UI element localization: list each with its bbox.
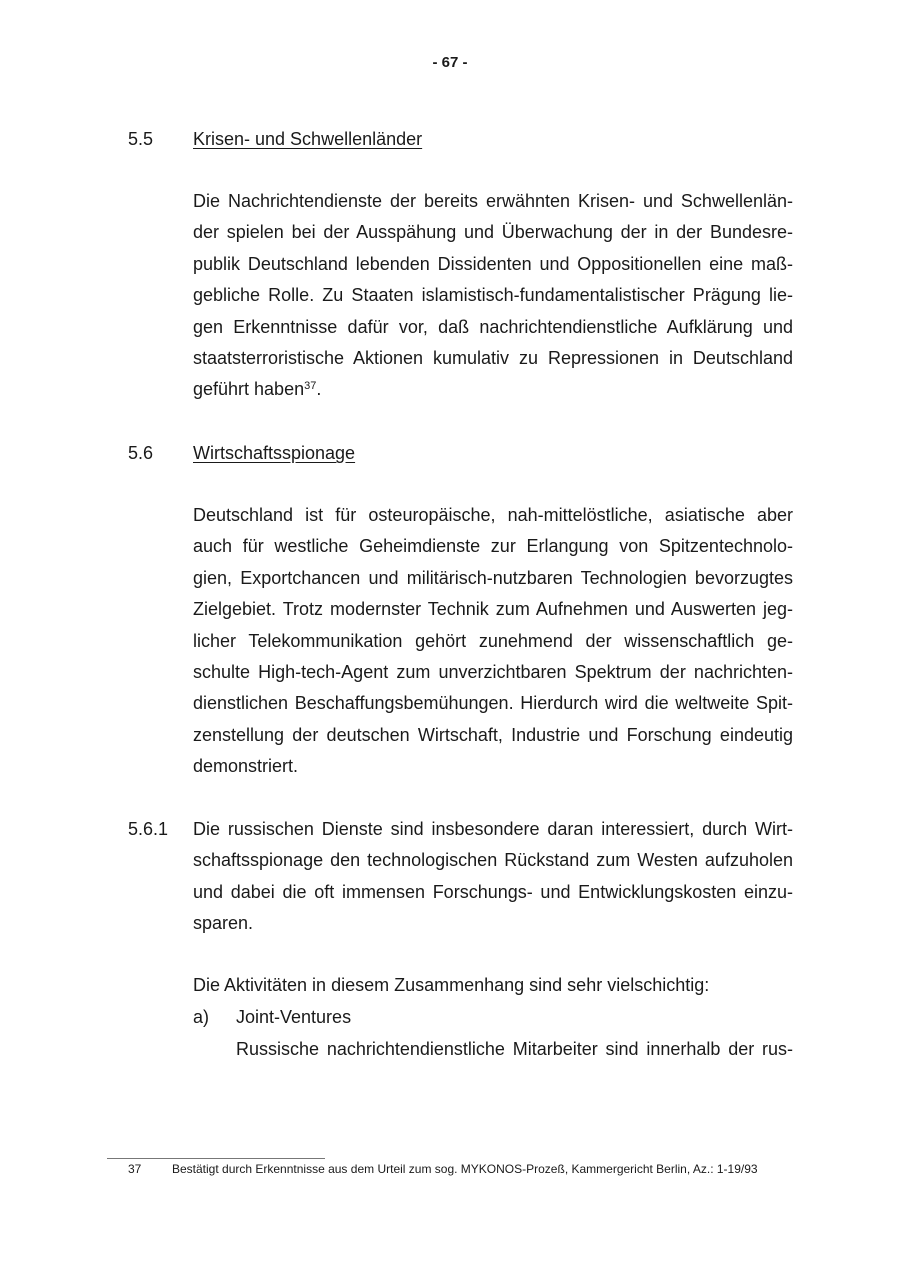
text-line: Die russischen Dienste sind insbesondere daran interessiert, durch Wirt- bbox=[193, 819, 793, 839]
list-intro bbox=[193, 970, 793, 1001]
text-line: licher Telekommunikation gehört zunehmend der wissenschaftlich ge- bbox=[193, 630, 793, 651]
section-number: 5.6.1 bbox=[128, 819, 169, 839]
paragraph bbox=[193, 500, 793, 783]
text-line: zenstellung der deutschen Wirtschaft, Industrie und Forschung eindeutig bbox=[193, 724, 793, 745]
section-heading: Wirtschaftsspionage bbox=[193, 443, 356, 463]
text-line: gen Erkenntnisse dafür vor, daß nachrichtendienstliche Aufklärung und bbox=[193, 316, 793, 337]
text-line: Die Aktivitäten in diesem Zusammenhang sind sehr vielschichtig: bbox=[193, 975, 710, 995]
list-item-body: Russische nachrichtendienstliche Mitarbeiter sind innerhalb der rus- bbox=[236, 1039, 793, 1059]
text-line: auch für westliche Geheimdienste zur Erlangung von Spitzentechnolo- bbox=[193, 536, 793, 557]
text-line: demonstriert. bbox=[193, 756, 299, 777]
paragraph bbox=[193, 814, 793, 940]
footnote-separator bbox=[107, 1158, 325, 1159]
text-line bbox=[193, 374, 793, 405]
text-line: publik Deutschland lebenden Dissidenten und Oppositionellen eine maß- bbox=[193, 253, 793, 274]
section-heading: Krisen- und Schwellenländer bbox=[193, 129, 423, 149]
list-item-title: Joint-Ventures bbox=[236, 1007, 352, 1027]
text-line: und dabei die oft immensen Forschungs- und Entwicklungskosten einzu- bbox=[193, 881, 793, 902]
text-line: schulte High-tech-Agent zum unverzichtbaren Spektrum der nachrichten- bbox=[193, 662, 793, 683]
footnote-text: Bestätigt durch Erkenntnisse aus dem Urteil zum sog. MYKONOS-Prozeß, Kammergericht Berlin, Az.: 1-19/93 bbox=[172, 1162, 758, 1176]
paragraph bbox=[193, 186, 793, 406]
section-number: 5.6 bbox=[128, 443, 154, 463]
text-line: Zielgebiet. Trotz modernster Technik zum Aufnehmen und Auswerten jeg- bbox=[193, 599, 793, 620]
punctuation: . bbox=[316, 379, 322, 400]
text-line: dienstlichen Beschaffungsbemühungen. Hierdurch wird die weltweite Spit- bbox=[193, 693, 793, 714]
section-number: 5.5 bbox=[128, 129, 154, 149]
text-line: sparen. bbox=[193, 913, 254, 934]
page-number: - 67 - bbox=[432, 54, 468, 71]
text-line: gebliche Rolle. Zu Staaten islamistisch-fundamentalistischer Prägung lie- bbox=[193, 285, 793, 306]
text-line: staatsterroristische Aktionen kumulativ zu Repressionen in Deutschland bbox=[193, 348, 793, 369]
list-marker: a) bbox=[193, 1007, 210, 1027]
text-line: Deutschland ist für osteuropäische, nah-mittelöstliche, asiatische aber bbox=[193, 505, 793, 525]
text-line: schaftsspionage den technologischen Rückstand zum Westen aufzuholen bbox=[193, 850, 793, 871]
text-line: gien, Exportchancen und militärisch-nutzbaren Technologien bevorzugtes bbox=[193, 567, 793, 588]
text-fragment: geführt haben bbox=[193, 379, 305, 400]
footnote-reference[interactable]: 37 bbox=[304, 380, 317, 393]
footnote-number: 37 bbox=[128, 1162, 142, 1176]
text-line: der spielen bei der Ausspähung und Überwachung der in der Bundesre- bbox=[193, 222, 793, 243]
text-line: Die Nachrichtendienste der bereits erwähnten Krisen- und Schwellenlän- bbox=[193, 191, 793, 211]
